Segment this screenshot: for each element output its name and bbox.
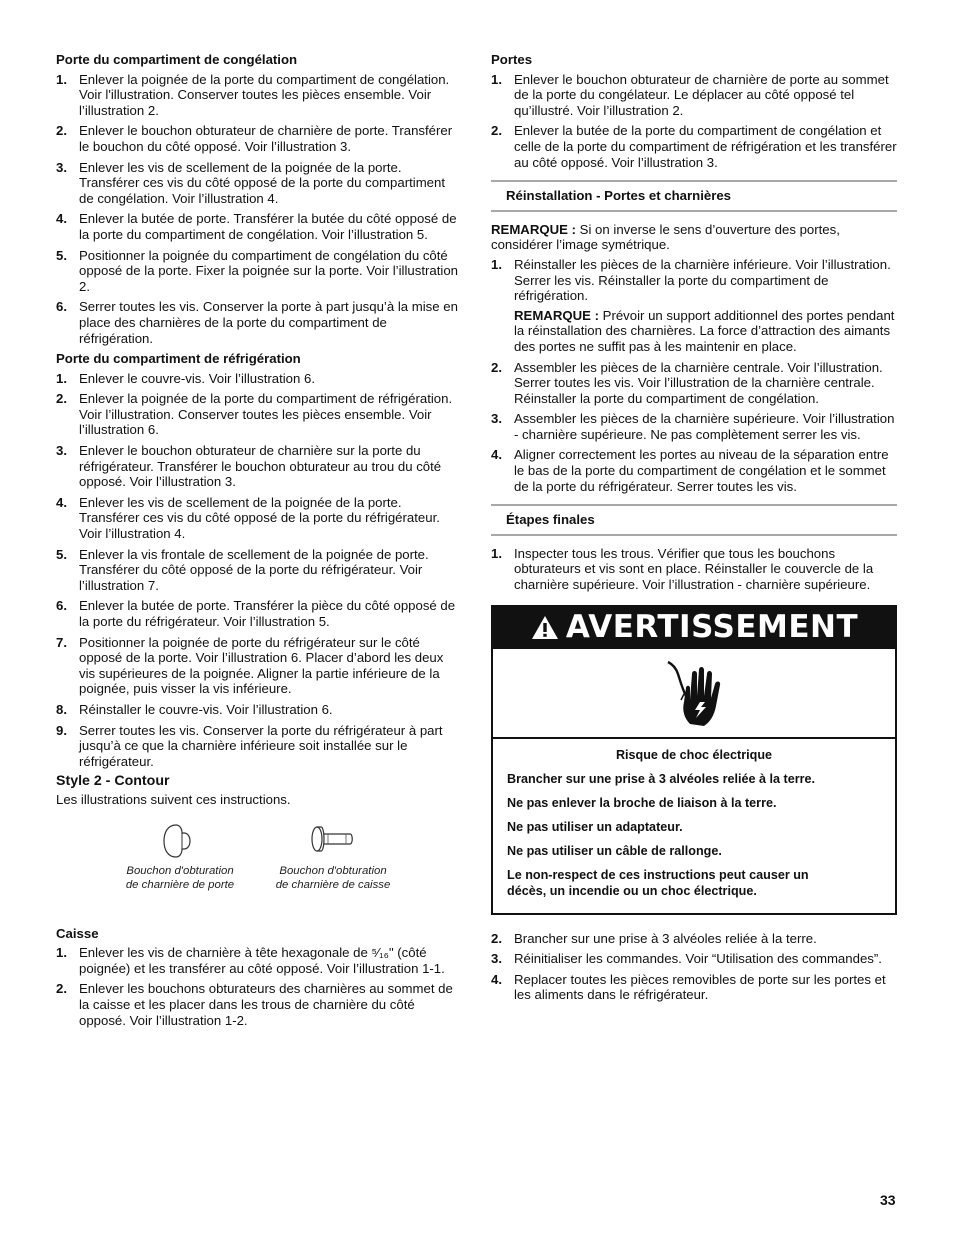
list-number: 1. xyxy=(491,545,502,561)
list-number: 1. xyxy=(491,256,502,272)
final-steps-heading: Étapes finales xyxy=(491,504,897,536)
list-text: Assembler les pièces de la charnière supérieure. Voir l’illustration - charnière supérieure. Ne pas complètement serrer les vis. xyxy=(514,411,895,442)
list-text: Positionner la poignée de porte du réfrigérateur sur le côté opposé de la porte. Voir l’illustration 6. Placer d’abord les deux vis supérieures de la poignée. Aligner la partie inférieure de la poignée, puis visser la vis inférieure. xyxy=(79,634,444,697)
list-number: 7. xyxy=(56,634,67,650)
list-text: Enlever les vis de scellement de la poignée de la porte. Transférer ces vis du côté opposé de la porte du compartiment de congélation. Voir l’illustration 4. xyxy=(79,159,446,206)
list-number: 6. xyxy=(56,598,67,614)
list-number: 3. xyxy=(491,411,502,427)
warning-line-1: Brancher sur une prise à 3 alvéoles reliée à la terre. xyxy=(507,771,816,786)
list-item xyxy=(491,257,897,355)
list-text: Enlever le bouchon obturateur de charnière sur la porte du réfrigérateur. Transférer le bouchon obturateur au trou du côté opposé. Voir l’illustration 3. xyxy=(79,443,442,490)
style-text: Les illustrations suivent ces instructions. xyxy=(56,791,291,807)
list-text: Positionner la poignée du compartiment de congélation du côté opposé de la porte. Fixer la poignée sur la porte. Voir l’illustration 2. xyxy=(79,247,458,294)
fridge-steps xyxy=(56,371,462,770)
list-number: 1. xyxy=(56,370,67,386)
list-text: Inspecter tous les trous. Vérifier que tous les bouchons obturateurs et vis sont en place. Réinstaller le couvercle de la charnière supérieure. Voir l’illustration - charnière supérieure. xyxy=(514,545,874,593)
hinge-plug-figures xyxy=(56,822,462,908)
fridge-door-heading: Porte du compartiment de réfrigération xyxy=(56,351,301,367)
list-item xyxy=(491,951,897,967)
step-remark-label: REMARQUE : xyxy=(514,307,599,323)
list-text: Enlever la poignée de la porte du compartiment de congélation. Voir l'illustration. Conserver toutes les pièces ensemble. Voir l’illustration 2. xyxy=(79,71,450,118)
warning-header xyxy=(493,607,895,649)
list-item xyxy=(56,723,462,770)
step-remark xyxy=(514,308,897,355)
list-number: 2. xyxy=(56,981,67,997)
list-text: Enlever le bouchon obturateur de charnière de porte. Transférer le bouchon du côté opposé. Voir l’illustration 3. xyxy=(79,123,453,154)
list-item xyxy=(56,123,462,154)
list-item xyxy=(491,546,897,593)
list-text: Enlever la poignée de la porte du compartiment de réfrigération. Voir l’illustration. Conserver toutes les pièces ensemble. Voir l’illustration 6. xyxy=(79,391,453,438)
doors-steps xyxy=(491,72,897,171)
list-number: 3. xyxy=(56,443,67,459)
list-number: 8. xyxy=(56,701,67,717)
list-item xyxy=(56,495,462,542)
warning-line-3: Ne pas utiliser un adaptateur. xyxy=(507,819,683,834)
cabinet-hinge-plug-figure xyxy=(258,822,408,892)
warning-title: AVERTISSEMENT xyxy=(565,608,859,645)
list-text: Enlever la vis frontale de scellement de la poignée de porte. Transférer du côté opposé de la porte du réfrigérateur. Voir l’illustration 7. xyxy=(79,546,429,593)
page-number: 33 xyxy=(880,1192,896,1208)
list-item xyxy=(56,72,462,119)
list-text: Enlever les vis de scellement de la poignée de la porte. Transférer ces vis du côté opposé de la porte du réfrigérateur. Voir l’illustration 4. xyxy=(79,494,440,542)
list-text: Aligner correctement les portes au niveau de la séparation entre le bas de la porte du compartiment de congélation et le sommet de la porte du réfrigérateur. Serrer toutes les vis. xyxy=(514,447,889,494)
list-text: Enlever le couvre-vis. Voir l’illustration 6. xyxy=(79,370,316,386)
cabinet-heading: Caisse xyxy=(56,925,99,941)
list-item xyxy=(56,443,462,490)
list-item xyxy=(56,981,462,1028)
remark-label: REMARQUE : xyxy=(491,221,576,237)
reinstall-steps xyxy=(491,360,897,495)
list-number: 1. xyxy=(56,945,67,961)
list-item xyxy=(56,547,462,594)
list-item xyxy=(56,945,462,976)
reinstall-section-heading: Réinstallation - Portes et charnières xyxy=(491,180,897,212)
cabinet-hinge-plug-icon xyxy=(308,822,358,860)
list-text: Enlever les bouchons obturateurs des charnières au sommet de la caisse et les placer dans les trous de charnière du côté opposé. Voir l’illustration 1-2. xyxy=(79,981,453,1028)
list-item xyxy=(56,598,462,629)
list-item xyxy=(491,72,897,119)
list-text: Serrer toutes les vis. Conserver la porte du réfrigérateur à part jusqu’à ce que la charnière inférieure soit installée sur le réfrigérateur. xyxy=(79,722,443,769)
list-number: 4. xyxy=(491,971,502,987)
warning-line-2: Ne pas enlever la broche de liaison à la terre. xyxy=(507,795,777,810)
list-text: Enlever la butée de porte. Transférer la butée du côté opposé de la porte du compartiment de congélation. Voir l’illustration 5. xyxy=(79,211,457,242)
electric-shock-hand-icon xyxy=(662,658,726,728)
warning-line-5: Le non-respect de ces instructions peut causer un décès, un incendie ou un choc électrique. xyxy=(507,867,809,898)
list-number: 2. xyxy=(491,930,502,946)
list-number: 5. xyxy=(56,247,67,263)
list-item xyxy=(56,160,462,207)
list-text: Réinitialiser les commandes. Voir “Utilisation des commandes”. xyxy=(514,951,882,967)
step-remark-text: Prévoir un support additionnel des portes pendant la réinstallation des charnières. La force d’attraction des aimants des portes ne suffit pas à les maintenir en place. xyxy=(514,307,895,354)
list-number: 1. xyxy=(491,71,502,87)
list-number: 2. xyxy=(56,391,67,407)
final-steps-part2 xyxy=(491,931,897,1003)
list-item xyxy=(56,211,462,242)
list-number: 4. xyxy=(56,494,67,510)
fig2-caption-line1: Bouchon d'obturation xyxy=(279,864,387,877)
list-item xyxy=(491,447,897,494)
reinstall-steps-first xyxy=(491,257,897,355)
list-item xyxy=(56,299,462,346)
warning-box xyxy=(491,605,897,915)
list-number: 9. xyxy=(56,722,67,738)
list-item xyxy=(491,411,897,442)
list-item xyxy=(56,371,462,387)
door-hinge-plug-figure xyxy=(105,822,255,892)
cabinet-steps xyxy=(56,945,462,1028)
list-item xyxy=(491,360,897,407)
warning-risk: Risque de choc électrique xyxy=(615,747,773,762)
list-item xyxy=(56,248,462,295)
remark-text: Si on inverse le sens d’ouverture des portes, considérer l’image symétrique. xyxy=(491,221,840,253)
list-text: Assembler les pièces de la charnière centrale. Voir l’illustration. Serrer toutes les vis. Voir l’illustration de la charnière centrale. Réinstaller la porte du compartiment de congélation. xyxy=(514,359,883,406)
fig2-caption-line2: de charnière de caisse xyxy=(275,878,391,891)
list-item xyxy=(56,702,462,718)
list-text: Brancher sur une prise à 3 alvéoles reliée à la terre. xyxy=(514,930,817,946)
left-column xyxy=(56,52,462,1033)
reinstall-remark xyxy=(491,222,897,253)
list-number: 2. xyxy=(491,123,502,139)
list-text: Enlever le bouchon obturateur de charnière de porte au sommet de la porte du congélateur. Le déplacer au côté opposé tel qu’illustré. Voir l’illustration 2. xyxy=(514,71,889,118)
list-text: Replacer toutes les pièces removibles de porte sur les portes et les aliments dans le réfrigérateur. xyxy=(514,971,886,1003)
final-steps-part1 xyxy=(491,546,897,593)
list-text: Serrer toutes les vis. Conserver la porte à part jusqu’à la mise en place des charnières de la porte du compartiment de réfrigération. xyxy=(79,299,458,346)
list-text: Réinstaller le couvre-vis. Voir l’illustration 6. xyxy=(79,701,333,717)
list-item xyxy=(491,123,897,170)
warning-line-4: Ne pas utiliser un câble de rallonge. xyxy=(507,843,722,858)
list-number: 3. xyxy=(56,159,67,175)
warning-triangle-icon xyxy=(530,614,560,641)
list-item xyxy=(491,931,897,947)
door-hinge-plug-icon xyxy=(160,822,200,860)
right-column xyxy=(491,52,897,1008)
list-text: Enlever la butée de porte. Transférer la pièce du côté opposé de la porte du réfrigérateur. Voir l’illustration 5. xyxy=(79,598,456,629)
list-number: 6. xyxy=(56,299,67,315)
list-number: 1. xyxy=(56,71,67,87)
list-text: Enlever la butée de la porte du compartiment de congélation et celle de la porte du compartiment de réfrigération et les transférer au côté opposé. Voir l’illustration 3. xyxy=(514,123,897,170)
list-item xyxy=(491,972,897,1003)
warning-icon-area xyxy=(493,649,895,739)
style-heading: Style 2 - Contour xyxy=(56,773,170,790)
list-item xyxy=(56,391,462,438)
list-text: Réinstaller les pièces de la charnière inférieure. Voir l’illustration. Serrer les vis. Réinstaller la porte du compartiment de réfrigération. xyxy=(514,256,891,304)
list-number: 3. xyxy=(491,951,502,967)
list-item xyxy=(56,635,462,697)
fig1-caption-line1: Bouchon d'obturation xyxy=(126,864,234,877)
list-number: 5. xyxy=(56,546,67,562)
freezer-steps xyxy=(56,72,462,347)
list-number: 4. xyxy=(56,211,67,227)
list-number: 4. xyxy=(491,447,502,463)
freezer-door-heading: Porte du compartiment de congélation xyxy=(56,52,298,67)
warning-text xyxy=(493,739,895,913)
list-number: 2. xyxy=(491,359,502,375)
fig1-caption-line2: de charnière de porte xyxy=(125,878,235,891)
list-number: 2. xyxy=(56,123,67,139)
list-text: Enlever les vis de charnière à tête hexagonale de ⁵⁄₁₆" (côté poignée) et les transférer au côté opposé. Voir l’illustration 1-1. xyxy=(79,945,445,976)
doors-heading: Portes xyxy=(491,52,533,67)
